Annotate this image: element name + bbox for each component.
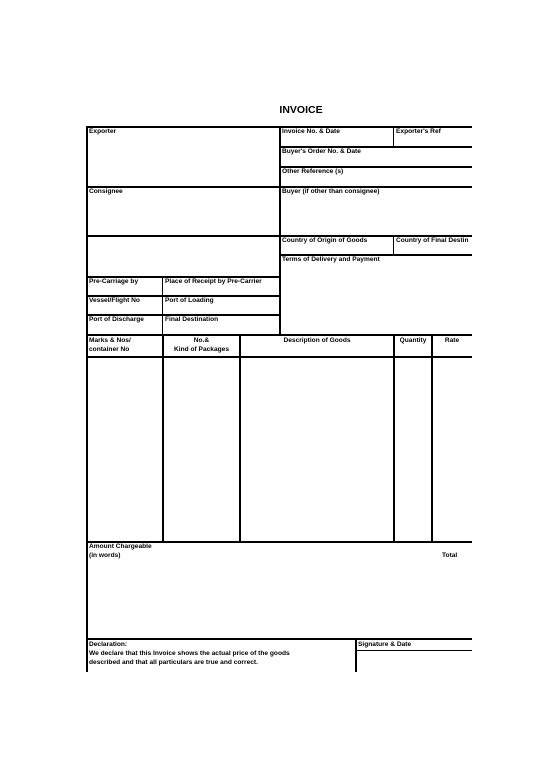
col-description: Description of Goods bbox=[283, 337, 351, 344]
exporters-ref-label: Exporter's Ref bbox=[396, 128, 441, 135]
row-declaration bbox=[86, 638, 472, 640]
exporter-label: Exporter bbox=[89, 128, 117, 135]
place-receipt-label: Place of Receipt by Pre-Carrier bbox=[165, 278, 262, 285]
pre-carriage-label: Pre-Carriage by bbox=[89, 278, 139, 285]
buyers-order-label: Buyer's Order No. & Date bbox=[282, 148, 361, 155]
amount-in-words-label: (in words) bbox=[89, 552, 121, 559]
col-divider-quantity bbox=[393, 334, 395, 542]
country-final-label: Country of Final Destin bbox=[396, 237, 469, 244]
buyer-other-label: Buyer (if other than consignee) bbox=[282, 188, 380, 195]
declaration-heading: Declaration: bbox=[89, 641, 128, 648]
col-marks-line2: container No bbox=[89, 346, 130, 353]
row-consignee bbox=[86, 186, 472, 188]
col-quantity: Quantity bbox=[399, 337, 427, 344]
col-divider-rate bbox=[431, 334, 433, 542]
invoice-title: INVOICE bbox=[279, 104, 323, 116]
port-loading-label: Port of Loading bbox=[165, 297, 214, 304]
row-goods-header bbox=[86, 334, 472, 336]
declaration-line1: We declare that this Invoice shows the actual price of the goods bbox=[89, 650, 290, 657]
header-divider bbox=[279, 126, 281, 335]
form-left-border bbox=[86, 126, 88, 672]
signature-divider bbox=[355, 638, 357, 672]
row-goods-body bbox=[86, 356, 472, 358]
country-final-divider bbox=[393, 235, 394, 254]
declaration-line2: described and that all particulars are true and correct. bbox=[89, 659, 258, 666]
amount-chargeable-label: Amount Chargeable bbox=[89, 543, 152, 550]
signature-underline bbox=[356, 650, 472, 651]
invoice-no-date-label: Invoice No. & Date bbox=[282, 128, 340, 135]
shipping-divider bbox=[162, 276, 163, 335]
signature-date-label: Signature & Date bbox=[358, 641, 412, 648]
port-discharge-label: Port of Discharge bbox=[89, 316, 144, 323]
vessel-label: Vessel/Flight No bbox=[89, 297, 140, 304]
final-destination-label: Final Destination bbox=[165, 316, 219, 323]
exporters-ref-divider bbox=[393, 126, 394, 146]
col-rate: Rate bbox=[444, 337, 460, 344]
terms-label: Terms of Delivery and Payment bbox=[282, 256, 380, 263]
col-marks-line1: Marks & Nos/ bbox=[89, 337, 131, 344]
col-packages-line1: No.& bbox=[193, 337, 210, 344]
col-divider-description bbox=[239, 334, 241, 542]
country-origin-label: Country of Origin of Goods bbox=[282, 237, 368, 244]
col-divider-packages bbox=[162, 334, 164, 542]
other-reference-label: Other Reference (s) bbox=[282, 168, 344, 175]
col-packages-line2: Kind of Packages bbox=[174, 346, 229, 353]
total-label: Total bbox=[442, 552, 458, 559]
consignee-label: Consignee bbox=[89, 188, 123, 195]
